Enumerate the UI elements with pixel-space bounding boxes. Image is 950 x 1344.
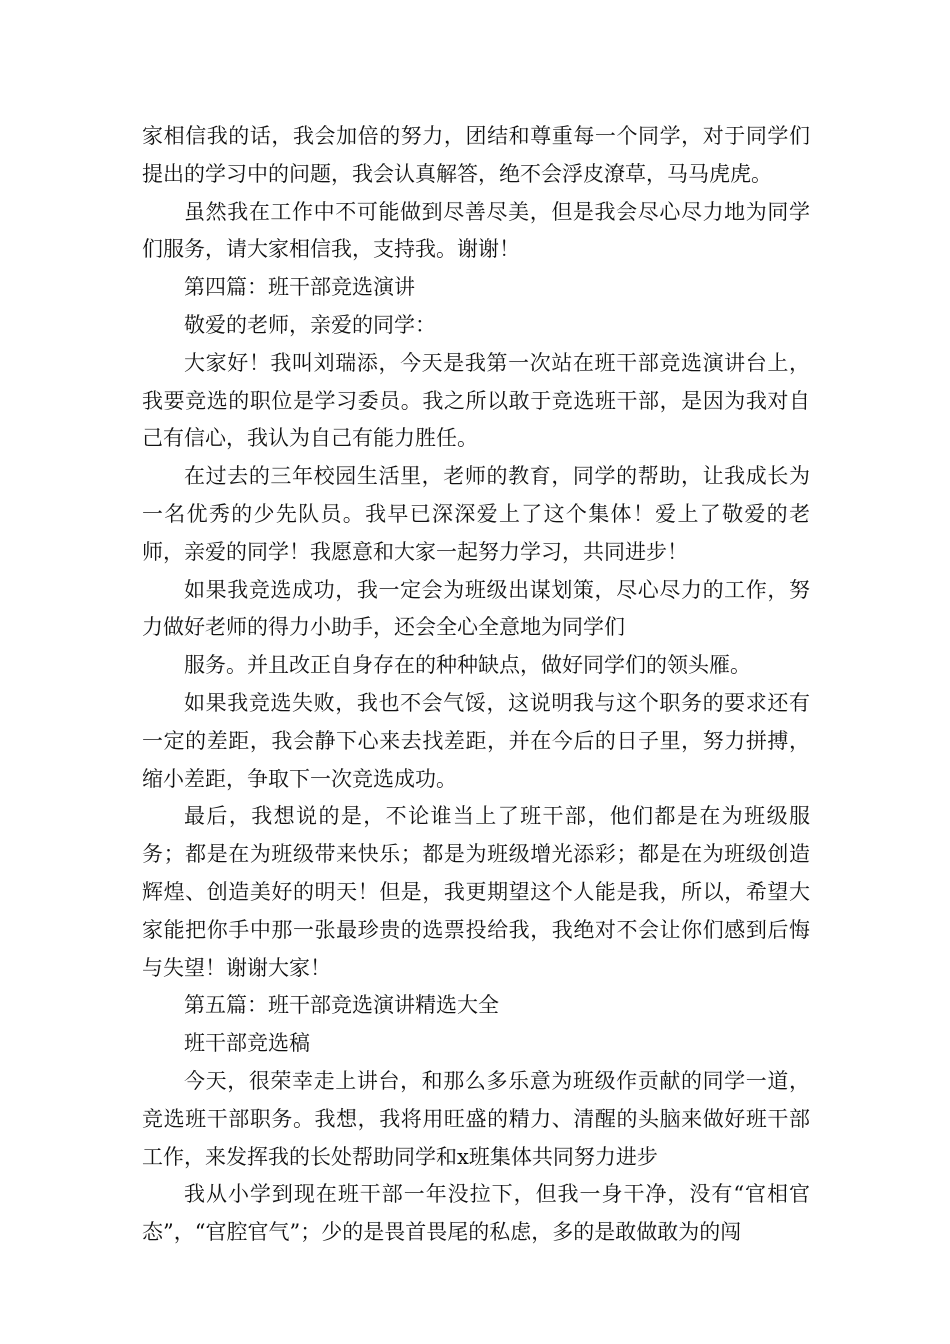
paragraph: 如果我竞选成功，我一定会为班级出谋划策，尽心尽力的工作，努力做好老师的得力小助手，还会全心全意地为同学们: [142, 577, 810, 640]
subheading: 班干部竞选稿: [184, 1031, 310, 1056]
document-body: [142, 118, 810, 1252]
paragraph: 服务。并且改正自身存在的种种缺点，做好同学们的领头雁。: [184, 653, 751, 678]
section-heading-4: 第四篇：班干部竞选演讲: [184, 275, 415, 300]
paragraph: 大家好！我叫刘瑞添，今天是我第一次站在班干部竞选演讲台上，我要竞选的职位是学习委员。我之所以敢于竞选班干部，是因为我对自己有信心，我认为自己有能力胜任。: [142, 350, 810, 451]
paragraph: 如果我竞选失败，我也不会气馁，这说明我与这个职务的要求还有一定的差距，我会静下心来去找差距，并在今后的日子里，努力拼搏，缩小差距，争取下一次竞选成功。: [142, 690, 810, 791]
paragraph: 最后，我想说的是，不论谁当上了班干部，他们都是在为班级服务；都是在为班级带来快乐；都是为班级增光添彩；都是在为班级创造辉煌、创造美好的明天！但是，我更期望这个人能是我，所以，希望大家能把你手中那一张最珍贵的选票投给我，我绝对不会让你们感到后悔与失望！谢谢大家！: [142, 804, 810, 980]
salutation: 敬爱的老师，亲爱的同学：: [184, 312, 436, 337]
paragraph: 今天，很荣幸走上讲台，和那么多乐意为班级作贡献的同学一道，竞选班干部职务。我想，我将用旺盛的精力、清醒的头脑来做好班干部工作，来发挥我的长处帮助同学和x班集体共同努力进步: [142, 1068, 810, 1169]
paragraph: 我从小学到现在班干部一年没拉下，但我一身干净，没有“官相官态”，“官腔官气”；少的是畏首畏尾的私虑，多的是敢做敢为的闯: [142, 1182, 810, 1245]
paragraph: 虽然我在工作中不可能做到尽善尽美，但是我会尽心尽力地为同学们服务，请大家相信我，支持我。谢谢！: [142, 199, 810, 262]
section-heading-5: 第五篇：班干部竞选演讲精选大全: [184, 993, 499, 1018]
paragraph-continuation: 家相信我的话，我会加倍的努力，团结和尊重每一个同学，对于同学们提出的学习中的问题，我会认真解答，绝不会浮皮潦草，马马虎虎。: [142, 124, 810, 186]
paragraph: 在过去的三年校园生活里，老师的教育，同学的帮助，让我成长为一名优秀的少先队员。我早已深深爱上了这个集体！爱上了敬爱的老师，亲爱的同学！我愿意和大家一起努力学习，共同进步！: [142, 464, 810, 564]
